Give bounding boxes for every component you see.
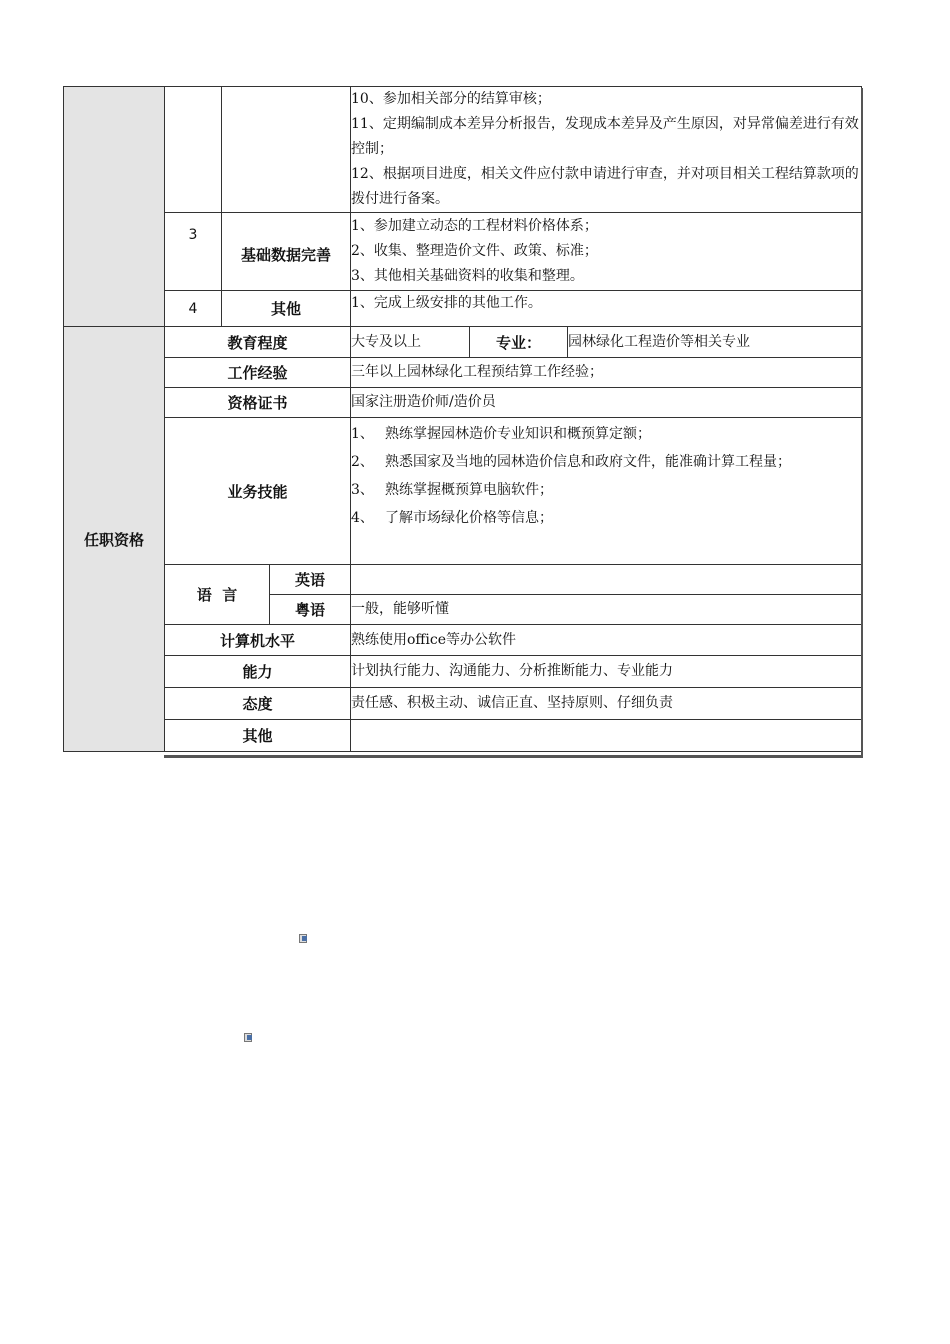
duty-row-continued xyxy=(64,87,862,213)
duty-line: 1、参加建立动态的工程材料价格体系； xyxy=(351,218,598,234)
ability-row xyxy=(64,656,862,688)
skill-number: 1、 xyxy=(351,426,374,442)
language-value xyxy=(351,565,862,595)
experience-row xyxy=(64,358,862,388)
ability-value: 计划执行能力、沟通能力、分析推断能力、专业能力 xyxy=(351,656,862,688)
ability-label: 能力 xyxy=(165,656,351,688)
language-row-english xyxy=(64,565,862,595)
duty-row xyxy=(64,291,862,327)
experience-label: 工作经验 xyxy=(165,358,351,388)
broken-image-icon xyxy=(244,1032,253,1041)
major-value: 园林绿化工程造价等相关专业 xyxy=(568,327,862,358)
skill-item xyxy=(351,476,861,504)
duty-title: 基础数据完善 xyxy=(222,213,351,291)
duty-title: 其他 xyxy=(222,291,351,327)
other-value xyxy=(351,720,862,752)
certificate-row xyxy=(64,388,862,418)
language-name: 粤语 xyxy=(270,595,351,625)
duty-line: 1、完成上级安排的其他工作。 xyxy=(351,295,542,311)
education-value: 大专及以上 xyxy=(351,327,470,358)
broken-image-icon xyxy=(299,933,308,942)
duty-line: 2、收集、整理造价文件、政策、标准； xyxy=(351,243,598,259)
duty-no-cell xyxy=(165,87,222,213)
computer-label: 计算机水平 xyxy=(165,625,351,656)
skill-number: 4、 xyxy=(351,510,374,526)
skill-text: 熟练掌握园林造价专业知识和概预算定额； xyxy=(385,426,651,442)
experience-value: 三年以上园林绿化工程预结算工作经验； xyxy=(351,358,862,388)
skills-label: 业务技能 xyxy=(165,418,351,565)
duty-line: 11、定期编制成本差异分析报告，发现成本差异及产生原因，对异常偏差进行有效控制； xyxy=(351,116,859,157)
skills-row xyxy=(64,418,862,565)
skill-number: 2、 xyxy=(351,454,374,470)
skill-text: 熟悉国家及当地的园林造价信息和政府文件，能准确计算工程量； xyxy=(385,454,791,470)
certificate-value: 国家注册造价师/造价员 xyxy=(351,388,862,418)
skill-number: 3、 xyxy=(351,482,374,498)
language-name: 英语 xyxy=(270,565,351,595)
skill-text: 熟练掌握概预算电脑软件； xyxy=(385,482,553,498)
table-shadow-bottom xyxy=(164,755,863,758)
skill-text: 了解市场绿化价格等信息； xyxy=(385,510,553,526)
job-description-table xyxy=(63,86,862,752)
other-label: 其他 xyxy=(165,720,351,752)
duty-no: 3 xyxy=(165,213,222,291)
attitude-value: 责任感、积极主动、诚信正直、坚持原则、仔细负责 xyxy=(351,688,862,720)
computer-row xyxy=(64,625,862,656)
certificate-label: 资格证书 xyxy=(165,388,351,418)
other-row xyxy=(64,720,862,752)
qualifications-section-label: 任职资格 xyxy=(64,327,165,752)
major-label: 专业： xyxy=(470,327,568,358)
duty-row xyxy=(64,213,862,291)
attitude-label: 态度 xyxy=(165,688,351,720)
skill-item xyxy=(351,448,861,476)
education-label: 教育程度 xyxy=(165,327,351,358)
education-row xyxy=(64,327,862,358)
table-shadow-right xyxy=(861,88,863,757)
attitude-row xyxy=(64,688,862,720)
duty-no: 4 xyxy=(165,291,222,327)
duty-content-cell xyxy=(351,87,862,213)
skill-item xyxy=(351,504,861,532)
duty-line: 10、参加相关部分的结算审核； xyxy=(351,91,551,107)
skill-item xyxy=(351,420,861,448)
computer-value: 熟练使用office等办公软件 xyxy=(351,625,862,656)
skills-list xyxy=(351,418,862,565)
duties-section-label-cell xyxy=(64,87,165,327)
duty-line: 3、其他相关基础资料的收集和整理。 xyxy=(351,268,584,284)
language-label: 语 言 xyxy=(165,565,270,625)
duty-line: 12、根据项目进度，相关文件应付款申请进行审查，并对项目相关工程结算款项的拨付进行备案。 xyxy=(351,166,859,207)
duty-content-cell xyxy=(351,291,862,327)
duty-content-cell xyxy=(351,213,862,291)
language-value: 一般，能够听懂 xyxy=(351,595,862,625)
duty-title-cell xyxy=(222,87,351,213)
